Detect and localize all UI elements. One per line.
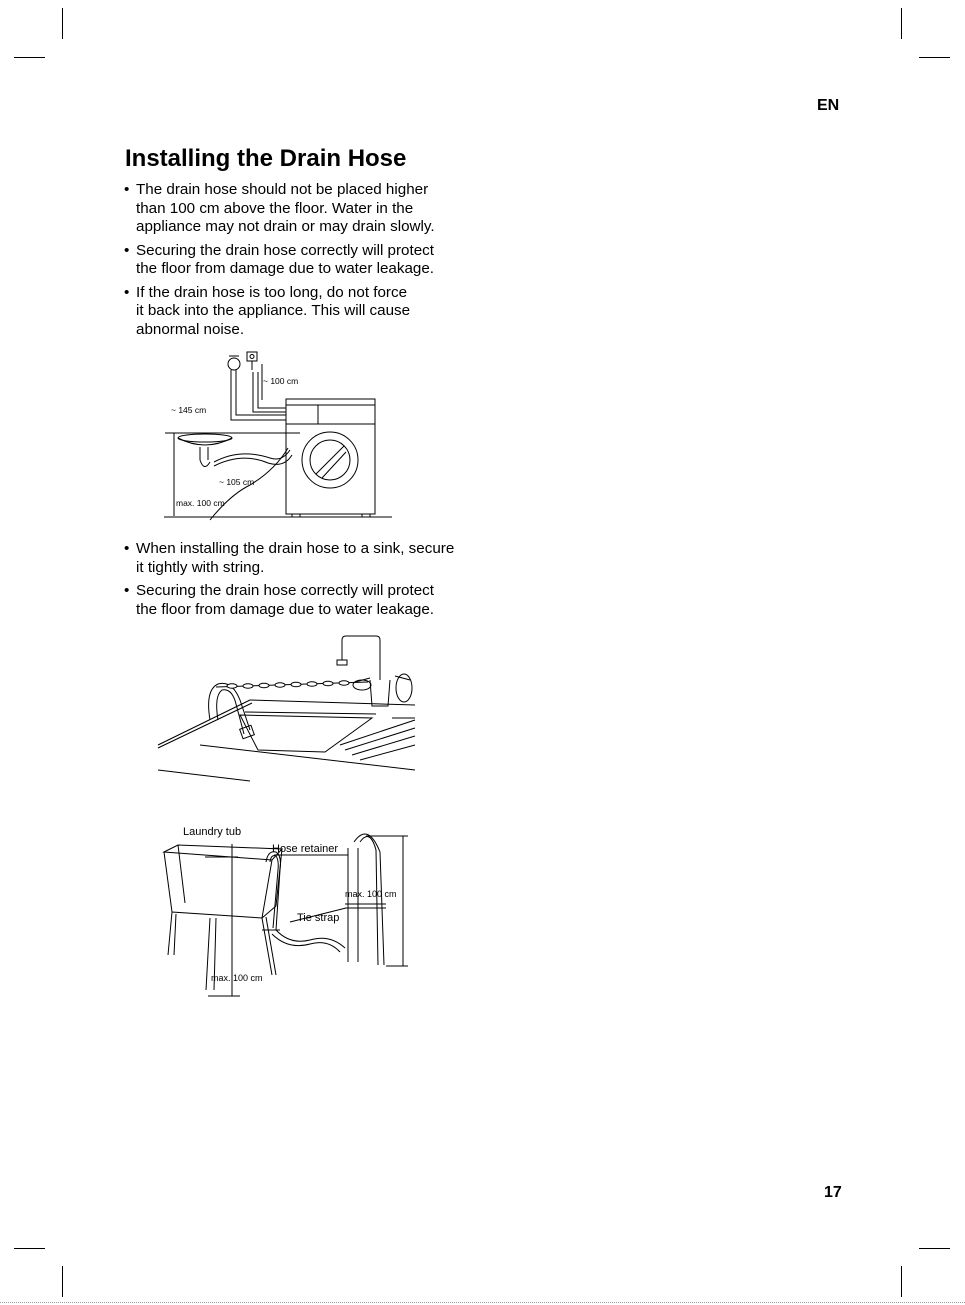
crop-mark-bottom-left-h [14,1248,45,1249]
bullet-item: • The drain hose should not be placed higher than 100 cm above the floor. Water in the appliance may not drain or may drain slowly. [124,181,504,237]
bullet-list-bottom [124,540,504,624]
label-105cm: ~ 105 cm [219,477,255,487]
section-title: Installing the Drain Hose [125,145,407,172]
crop-mark-top-right-v [901,8,902,39]
label-laundry-tub: Laundry tub [183,826,242,838]
label-tie-strap: Tie strap [297,912,340,924]
crop-mark-top-left-h [14,57,45,58]
crop-mark-top-right-h [919,57,950,58]
language-label: EN [817,97,840,114]
label-max-100cm: max. 100 cm [176,498,225,508]
drain-height-diagram [160,350,400,525]
sink-hose-illustration [155,630,417,785]
label-hose-retainer: Hose retainer [272,843,339,855]
crop-mark-top-left-v [62,8,63,39]
laundry-tub-diagram [160,820,412,1000]
bullet-item: • If the drain hose is too long, do not force it back into the appliance. This will cause abnormal noise. [124,284,504,340]
label-max-100cm-left: max. 100 cm [211,973,263,983]
label-145cm: ~ 145 cm [171,405,207,415]
bullet-item: • When installing the drain hose to a sink, secure it tightly with string. [124,540,504,577]
label-max-100cm-right: max. 100 cm [345,889,397,899]
label-100cm: ~ 100 cm [263,376,299,386]
crop-mark-bottom-right-h [919,1248,950,1249]
bullet-item: • Securing the drain hose correctly will protect the floor from damage due to water leakage. [124,242,504,279]
bullet-list-top [124,181,504,344]
crop-mark-bottom-right-v [901,1266,902,1297]
page-number: 17 [824,1184,842,1201]
crop-mark-bottom-left-v [62,1266,63,1297]
bullet-item: • Securing the drain hose correctly will protect the floor from damage due to water leakage. [124,582,504,619]
bottom-dotted-line [0,1302,965,1303]
